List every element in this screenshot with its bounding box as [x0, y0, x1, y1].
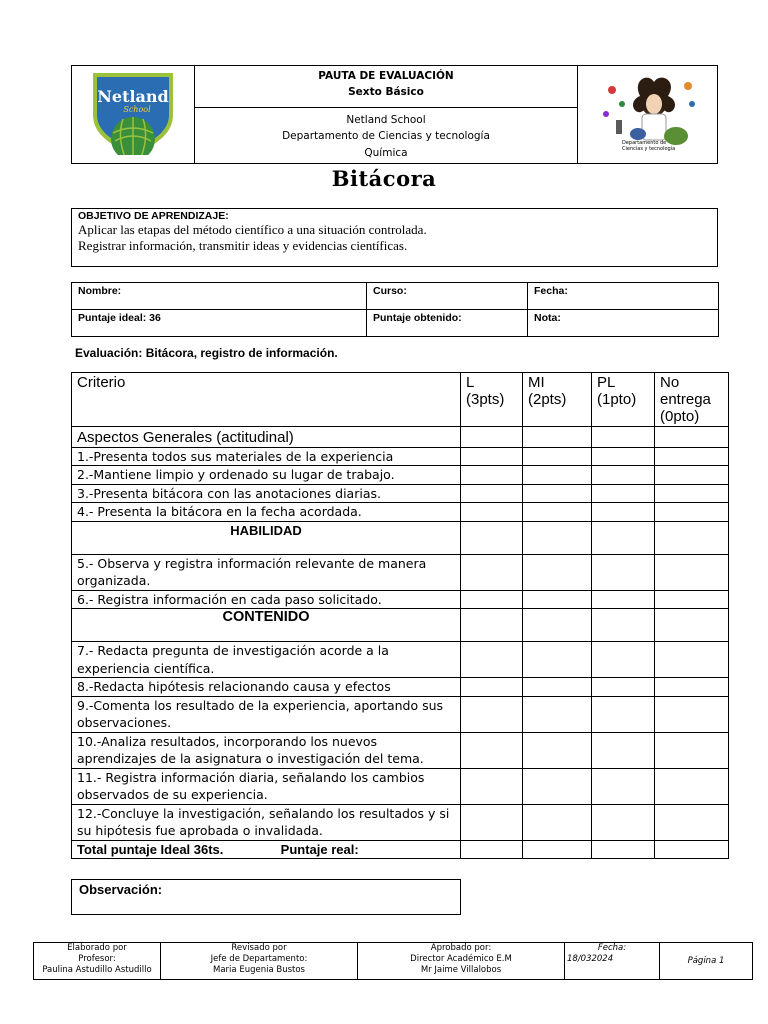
score-cell[interactable]	[461, 642, 523, 678]
footer-text: Mr Jaime Villalobos	[420, 965, 502, 975]
criterion-12: 12.-Concluye la investigación, señalando los resultados y si su hipótesis fue aprobada o invalidada.	[72, 804, 461, 840]
objective-box	[71, 208, 718, 267]
footer-date: 18/032024	[567, 954, 614, 964]
rubric-table	[71, 372, 729, 859]
score-cell[interactable]	[461, 590, 523, 609]
score-cell[interactable]	[523, 466, 592, 485]
score-cell[interactable]	[523, 427, 592, 448]
school-name: Netland School	[346, 113, 426, 126]
page-number: Página 1	[687, 955, 725, 966]
eval-title: PAUTA DE EVALUACIÓN	[318, 69, 454, 82]
score-cell[interactable]	[592, 521, 655, 554]
score-cell[interactable]	[592, 609, 655, 642]
school-logo	[87, 69, 179, 155]
header-title-cell	[195, 66, 578, 164]
score-cell[interactable]	[461, 804, 523, 840]
score-cell[interactable]	[655, 447, 729, 466]
header-mi: MI (2pts)	[523, 373, 592, 427]
document-title: Bitácora	[331, 166, 437, 191]
school-logo-cell	[72, 66, 195, 164]
objective-line: Registrar información, transmitir ideas y evidencias científicas.	[78, 238, 408, 253]
department-logo-cell	[578, 66, 718, 164]
score-cell[interactable]	[523, 554, 592, 590]
svg-text:Departamento de: Departamento de	[621, 140, 666, 146]
student-info-table	[71, 282, 719, 337]
puntaje-obtenido-field[interactable]: Puntaje obtenido:	[367, 310, 528, 337]
section-general: Aspectos Generales (actitudinal)	[72, 427, 461, 448]
score-cell[interactable]	[592, 696, 655, 732]
footer-text: Jefe de Departamento:	[210, 954, 308, 964]
criterion-5: 5.- Observa y registra información relevante de manera organizada.	[72, 554, 461, 590]
score-cell[interactable]	[655, 609, 729, 642]
criterion-6: 6.- Registra información en cada paso solicitado.	[72, 590, 461, 609]
criterion-10: 10.-Analiza resultados, incorporando los nuevos aprendizajes de la asignatura o investigación del tema.	[72, 732, 461, 768]
score-cell[interactable]	[655, 427, 729, 448]
score-cell[interactable]	[523, 447, 592, 466]
score-cell[interactable]	[461, 609, 523, 642]
score-cell[interactable]	[655, 484, 729, 503]
score-cell[interactable]	[592, 804, 655, 840]
footer-pagina	[660, 943, 753, 980]
score-cell[interactable]	[461, 554, 523, 590]
score-cell[interactable]	[655, 696, 729, 732]
criterion-2: 2.-Mantiene limpio y ordenado su lugar de trabajo.	[72, 466, 461, 485]
score-cell[interactable]	[655, 466, 729, 485]
footer-revisado	[161, 943, 358, 980]
document-header	[71, 65, 718, 164]
score-cell[interactable]	[461, 732, 523, 768]
score-cell[interactable]	[592, 768, 655, 804]
score-cell[interactable]	[592, 466, 655, 485]
criterion-1: 1.-Presenta todos sus materiales de la experiencia	[72, 447, 461, 466]
footer-text: Paulina Astudillo Astudillo	[42, 965, 152, 975]
score-cell[interactable]	[461, 427, 523, 448]
footer-text: Maria Eugenia Bustos	[213, 965, 305, 975]
score-cell[interactable]	[592, 484, 655, 503]
footer-text: Profesor:	[78, 954, 116, 964]
score-cell[interactable]	[592, 503, 655, 522]
svg-text:Ciencias y tecnología: Ciencias y tecnología	[621, 146, 675, 152]
score-cell[interactable]	[461, 696, 523, 732]
footer-elaborado	[34, 943, 161, 980]
score-cell[interactable]	[523, 590, 592, 609]
score-cell[interactable]	[523, 678, 592, 697]
footer-text: Elaborado por	[67, 943, 127, 953]
criterion-9: 9.-Comenta los resultado de la experiencia, aportando sus observaciones.	[72, 696, 461, 732]
criterion-4: 4.- Presenta la bitácora en la fecha acordada.	[72, 503, 461, 522]
score-cell[interactable]	[523, 609, 592, 642]
score-cell[interactable]	[655, 521, 729, 554]
criterion-11: 11.- Registra información diaria, señalando los cambios observados de su experiencia.	[72, 768, 461, 804]
header-pl: PL (1pto)	[592, 373, 655, 427]
total-real-label: Puntaje real:	[280, 841, 359, 857]
objective-label: OBJETIVO DE APRENDIZAJE:	[78, 210, 229, 222]
score-cell[interactable]	[523, 503, 592, 522]
puntaje-ideal-field: Puntaje ideal: 36	[72, 310, 367, 337]
score-cell[interactable]	[523, 484, 592, 503]
score-cell[interactable]	[461, 447, 523, 466]
score-cell[interactable]	[592, 840, 655, 859]
fecha-field[interactable]: Fecha:	[528, 283, 719, 310]
score-cell[interactable]	[523, 732, 592, 768]
svg-text:School: School	[123, 105, 151, 114]
score-cell[interactable]	[592, 642, 655, 678]
department-name: Departamento de Ciencias y tecnología	[282, 130, 490, 143]
curso-field[interactable]: Curso:	[367, 283, 528, 310]
total-row	[72, 840, 461, 859]
score-cell[interactable]	[655, 840, 729, 859]
score-cell[interactable]	[523, 642, 592, 678]
score-cell[interactable]	[655, 554, 729, 590]
score-cell[interactable]	[592, 447, 655, 466]
nombre-field[interactable]: Nombre:	[72, 283, 367, 310]
score-cell[interactable]	[592, 678, 655, 697]
criterion-7: 7.- Redacta pregunta de investigación acorde a la experiencia científica.	[72, 642, 461, 678]
score-cell[interactable]	[461, 466, 523, 485]
score-cell[interactable]	[461, 678, 523, 697]
score-cell[interactable]	[461, 840, 523, 859]
score-cell[interactable]	[592, 554, 655, 590]
score-cell[interactable]	[523, 696, 592, 732]
score-cell[interactable]	[523, 804, 592, 840]
footer-table	[33, 942, 753, 980]
objective-line: Aplicar las etapas del método científico a una situación controlada.	[78, 222, 427, 237]
observation-box[interactable]	[71, 879, 461, 915]
grade-label: Sexto Básico	[348, 86, 424, 99]
criterion-8: 8.-Redacta hipótesis relacionando causa y efectos	[72, 678, 461, 697]
section-habilidad: HABILIDAD	[72, 521, 461, 554]
total-ideal-label: Total puntaje Ideal 36ts.	[77, 841, 224, 857]
evaluation-label: Evaluación: Bitácora, registro de información.	[75, 346, 338, 360]
score-cell[interactable]	[461, 768, 523, 804]
score-cell[interactable]	[592, 590, 655, 609]
score-cell[interactable]	[461, 484, 523, 503]
footer-text: Revisado por	[231, 943, 287, 953]
footer-text: Fecha:	[597, 943, 627, 953]
subject-name: Química	[364, 146, 408, 159]
footer-text: Aprobado por:	[430, 943, 492, 953]
score-cell[interactable]	[461, 503, 523, 522]
section-contenido: CONTENIDO	[72, 609, 461, 642]
header-no-entrega: No entrega (0pto)	[655, 373, 729, 427]
footer-text: Director Académico E.M	[410, 954, 512, 964]
score-cell[interactable]	[655, 503, 729, 522]
header-l: L (3pts)	[461, 373, 523, 427]
score-cell[interactable]	[592, 427, 655, 448]
footer-aprobado	[358, 943, 565, 980]
score-cell[interactable]	[655, 804, 729, 840]
score-cell[interactable]	[523, 521, 592, 554]
footer-fecha	[565, 943, 660, 980]
score-cell[interactable]	[592, 732, 655, 768]
score-cell[interactable]	[655, 768, 729, 804]
score-cell[interactable]	[655, 678, 729, 697]
score-cell[interactable]	[655, 642, 729, 678]
department-logo	[592, 70, 704, 154]
score-cell[interactable]	[461, 521, 523, 554]
score-cell[interactable]	[655, 732, 729, 768]
nota-field[interactable]: Nota:	[528, 310, 719, 337]
score-cell[interactable]	[655, 590, 729, 609]
criterion-3: 3.-Presenta bitácora con las anotaciones diarias.	[72, 484, 461, 503]
observation-label: Observación:	[79, 882, 163, 897]
score-cell[interactable]	[523, 768, 592, 804]
score-cell[interactable]	[523, 840, 592, 859]
header-criterio: Criterio	[72, 373, 461, 427]
svg-text:Netland: Netland	[97, 87, 169, 106]
